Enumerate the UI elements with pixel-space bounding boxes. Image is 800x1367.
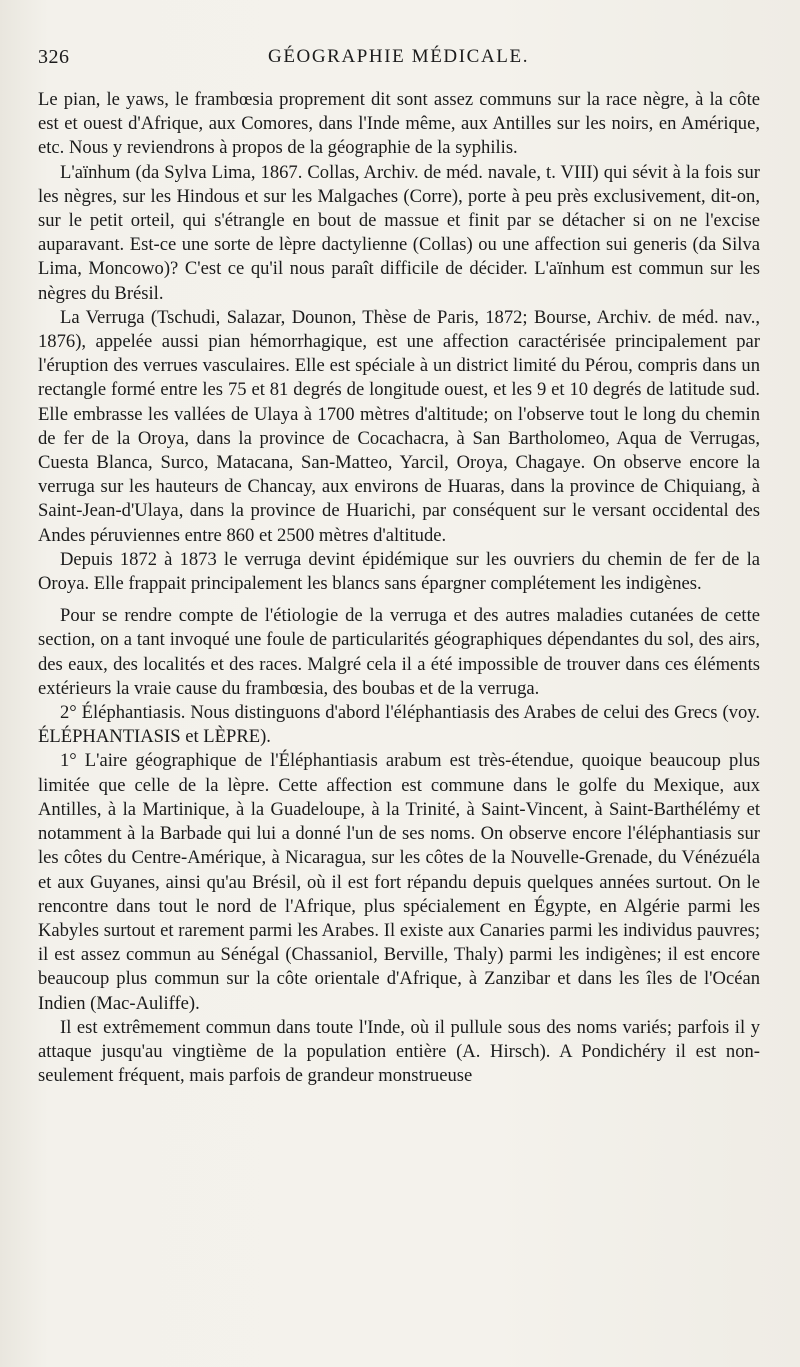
- paragraph-pian: Le pian, le yaws, le frambœsia proprement dit sont assez communs sur la race nègre, à la côte est et ouest d'Afrique, aux Comores, dans l'Inde même, aux Antilles sur les noirs, en Amérique, etc. Nous y reviendrons à propos de la géographie de la syphilis.: [38, 89, 760, 159]
- page-header: [38, 46, 760, 74]
- running-title: GÉOGRAPHIE MÉDICALE.: [268, 46, 530, 67]
- page-number: 326: [38, 46, 70, 68]
- paragraph-inde: Il est extrêmement commun dans toute l'Inde, où il pullule sous des noms variés; parfois il y attaque jusqu'au vingtième de la population entière (A. Hirsch). A Pondichéry il est non-seulement fréquent, mais parfois de grandeur monstrueuse: [38, 1016, 760, 1087]
- body-text: [38, 88, 760, 1088]
- paragraph-ainhum: L'aïnhum (da Sylva Lima, 1867. Collas, Archiv. de méd. navale, t. VIII) qui sévit à la fois sur les nègres, sur les Hindous et sur les Malgaches (Corre), porte à peu près exclusivement, dit-on, sur le petit orteil, qui s'étrangle en bout de massue et finit par se détacher si on ne l'excise auparavant. Est-ce une sorte de lèpre dactylienne (Collas) ou une affection sui generis (da Silva Lima, Moncowo)? C'est ce qu'il nous paraît difficile de décider. L'aïnhum est commun sur les nègres du Brésil.: [38, 161, 760, 304]
- paragraph-verruga: La Verruga (Tschudi, Salazar, Dounon, Thèse de Paris, 1872; Bourse, Archiv. de méd. nav., 1876), appelée aussi pian hémorrhagique, est une affection caractérisée principalement par l'éruption des verrues vasculaires. Elle est spéciale à un district limité du Pérou, compris dans un rectangle formé entre les 75 et 81 degrés de longitude ouest, et les 9 et 10 degrés de latitude sud. Elle embrasse les vallées de Ulaya à 1700 mètres d'altitude; on l'observe tout le long du chemin de fer de la Oroya, dans la province de Cocachacra, à San Bartholomeo, Aqua de Verrugas, Cuesta Blanca, Surco, Matacana, San-Matteo, Yarcil, Oroya, Chagaye. On observe encore la verruga sur les hauteurs de Chancay, aux environs de Huaras, dans la province de Chiquiang, à Saint-Jean-d'Ulaya, dans la province de Huarichi, par conséquent sur le versant occidental des Andes péruviennes entre 860 et 2500 mètres d'altitude.: [38, 306, 760, 546]
- paragraph-etiology: Pour se rendre compte de l'étiologie de la verruga et des autres maladies cutanées de cette section, on a tant invoqué une foule de particularités géographiques dépendantes du sol, des airs, des eaux, des localités et des races. Malgré cela il a été impossible de trouver dans ces éléments extérieurs la vraie cause du frambœsia, des boubas et de la verruga.: [38, 605, 760, 699]
- paragraph-elephantiasis-heading: 2° Éléphantiasis. Nous distinguons d'abord l'éléphantiasis des Arabes de celui des Grecs (voy. ÉLÉPHANTIASIS et LÈPRE).: [38, 702, 760, 748]
- paragraph-elephantiasis-arabum: 1° L'aire géographique de l'Éléphantiasis arabum est très-étendue, quoique beaucoup plus limitée que celle de la lèpre. Cette affection est commune dans le golfe du Mexique, aux Antilles, à la Martinique, à la Guadeloupe, à la Trinité, à Saint-Vincent, à Saint-Barthélémy et notamment à la Barbade qui lui a donné l'un de ses noms. On observe encore l'éléphantiasis sur les côtes du Centre-Amérique, à Nicaragua, sur les côtes de la Nouvelle-Grenade, du Vénézuéla et aux Guyanes, ainsi qu'au Brésil, où il est fort répandu depuis quelques années surtout. On le rencontre dans tout le nord de l'Afrique, plus spécialement en Égypte, en Algérie parmi les Kabyles surtout et rarement parmi les Arabes. Il existe aux Canaries parmi les individus pauvres; il est assez commun au Sénégal (Chassaniol, Berville, Thaly) parmi les indigènes; il est encore beaucoup plus commun sur la côte orientale d'Afrique, à Zanzibar et dans les îles de l'Océan Indien (Mac-Auliffe).: [38, 750, 760, 1014]
- paragraph-epidemic: Depuis 1872 à 1873 le verruga devint épidémique sur les ouvriers du chemin de fer de la Oroya. Elle frappait principalement les blancs sans épargner complétement les indigènes.: [38, 548, 760, 595]
